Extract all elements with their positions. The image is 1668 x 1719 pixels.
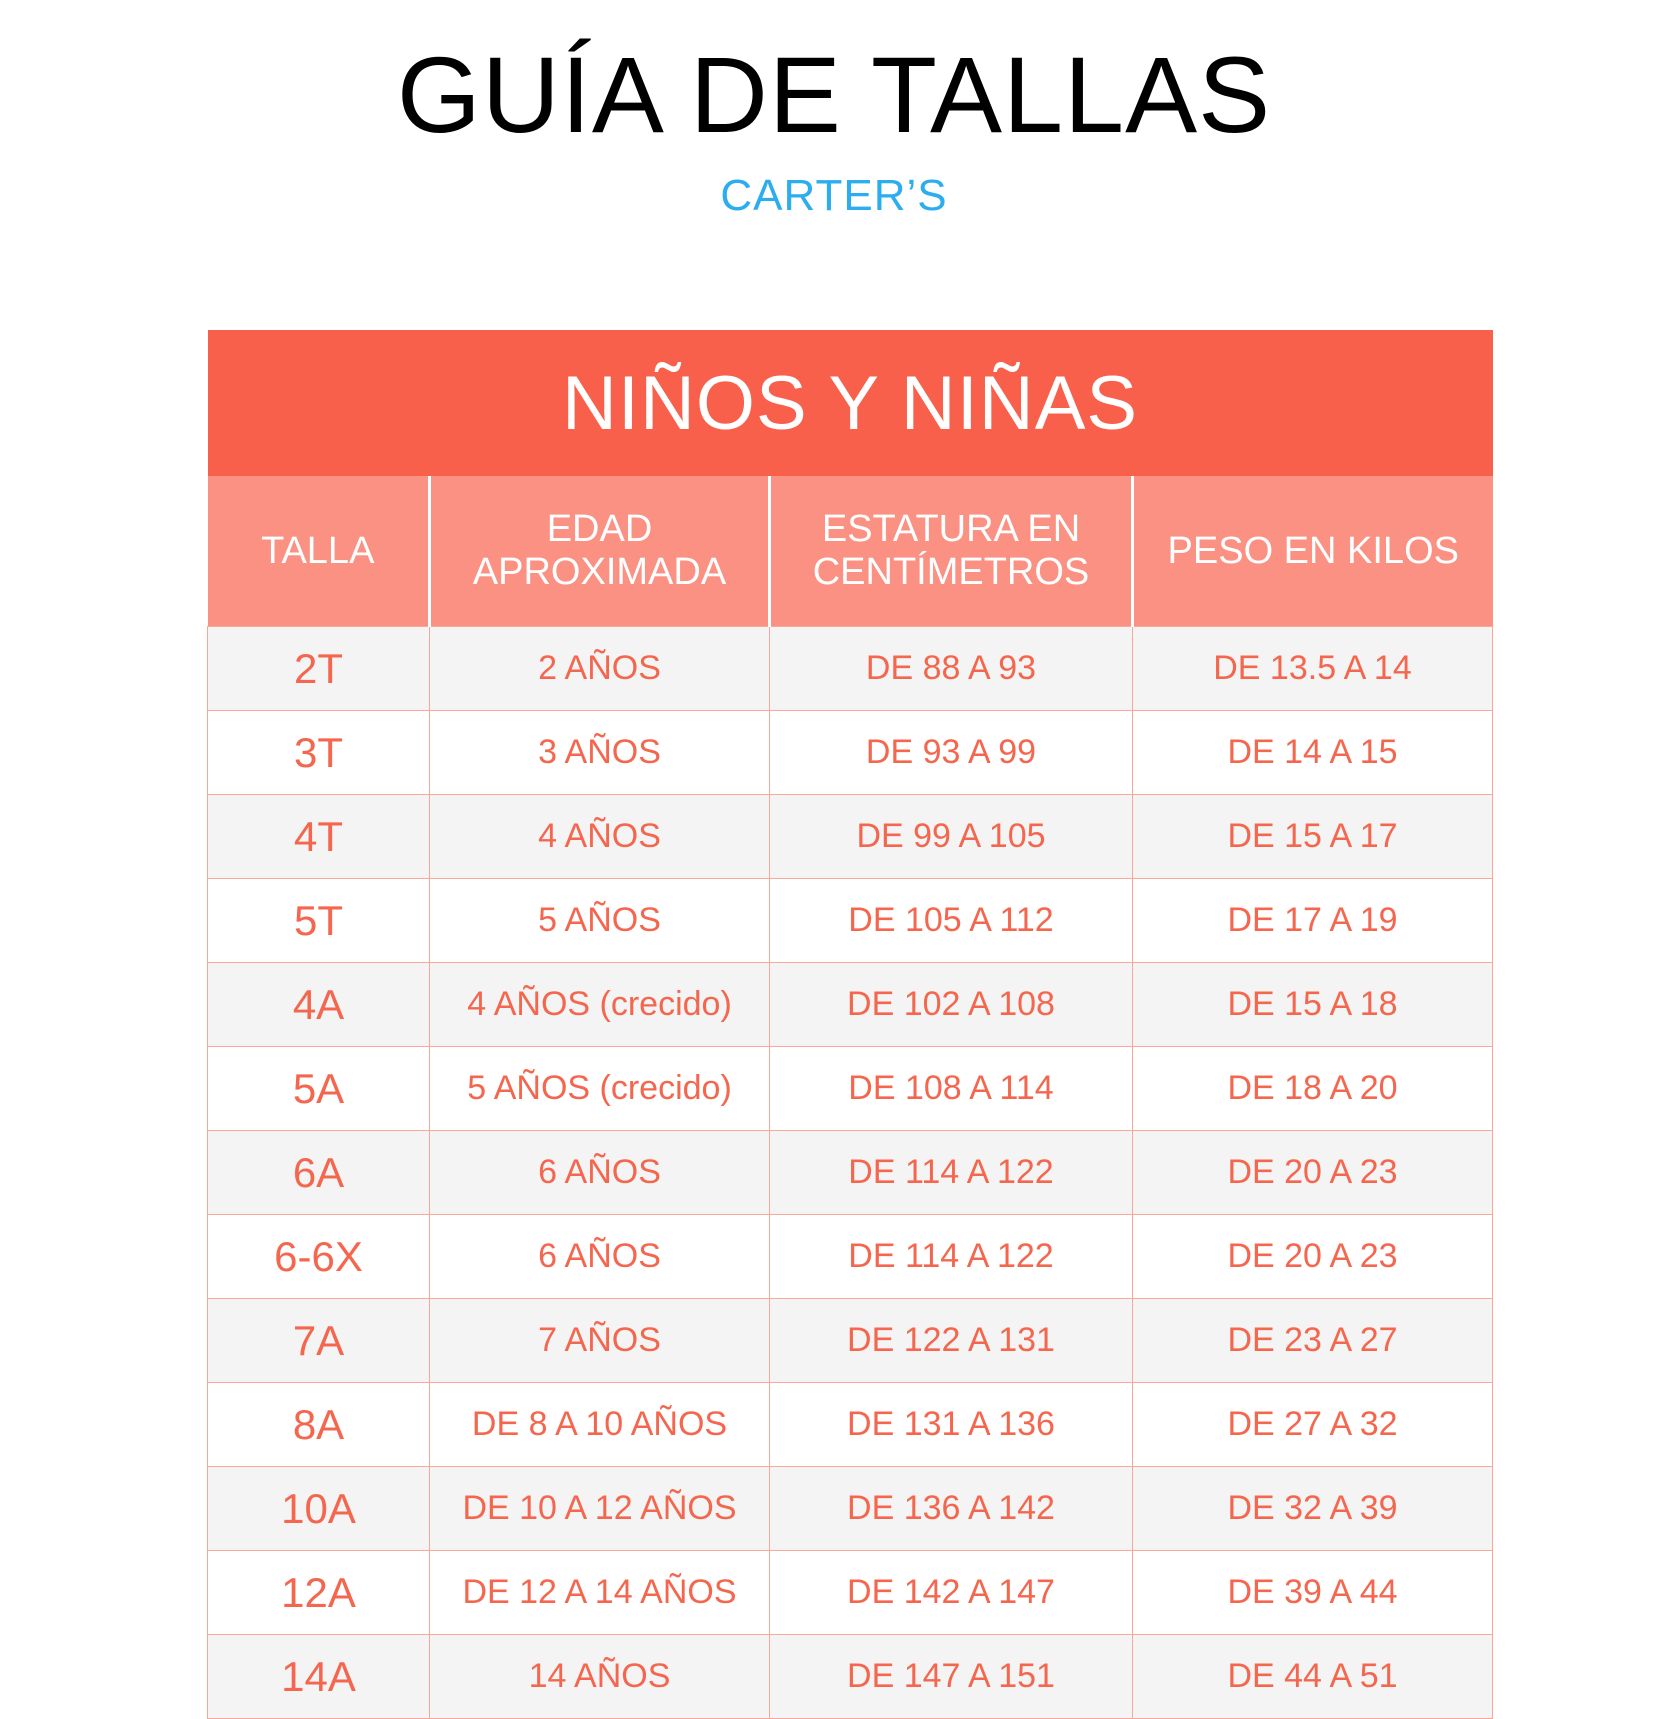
column-header-peso: PESO EN KILOS bbox=[1133, 476, 1493, 627]
column-header-edad: EDAD APROXIMADA bbox=[430, 476, 770, 627]
cell-estatura: DE 131 A 136 bbox=[770, 1383, 1133, 1467]
cell-edad: 4 AÑOS (crecido) bbox=[430, 963, 770, 1047]
cell-talla: 12A bbox=[208, 1551, 430, 1635]
cell-talla: 14A bbox=[208, 1635, 430, 1719]
cell-edad: DE 8 A 10 AÑOS bbox=[430, 1383, 770, 1467]
cell-estatura: DE 105 A 112 bbox=[770, 879, 1133, 963]
cell-talla: 5T bbox=[208, 879, 430, 963]
size-table bbox=[207, 330, 1493, 1719]
size-table-body bbox=[208, 627, 1493, 1719]
page-title: GUÍA DE TALLAS bbox=[396, 34, 1272, 155]
cell-peso: DE 17 A 19 bbox=[1133, 879, 1493, 963]
table-row bbox=[208, 1551, 1493, 1635]
cell-edad: DE 12 A 14 AÑOS bbox=[430, 1551, 770, 1635]
cell-estatura: DE 114 A 122 bbox=[770, 1131, 1133, 1215]
cell-talla: 8A bbox=[208, 1383, 430, 1467]
table-row bbox=[208, 1383, 1493, 1467]
cell-estatura: DE 114 A 122 bbox=[770, 1215, 1133, 1299]
table-row bbox=[208, 1467, 1493, 1551]
brand-name: CARTER’S bbox=[720, 171, 948, 221]
cell-peso: DE 27 A 32 bbox=[1133, 1383, 1493, 1467]
table-row bbox=[208, 1299, 1493, 1383]
cell-talla: 3T bbox=[208, 711, 430, 795]
cell-estatura: DE 93 A 99 bbox=[770, 711, 1133, 795]
cell-estatura: DE 99 A 105 bbox=[770, 795, 1133, 879]
table-row bbox=[208, 627, 1493, 711]
cell-talla: 6A bbox=[208, 1131, 430, 1215]
cell-peso: DE 23 A 27 bbox=[1133, 1299, 1493, 1383]
cell-edad: 6 AÑOS bbox=[430, 1131, 770, 1215]
cell-peso: DE 20 A 23 bbox=[1133, 1215, 1493, 1299]
size-table-container bbox=[207, 330, 1492, 1719]
table-banner-row bbox=[208, 330, 1493, 476]
table-banner: NIÑOS Y NIÑAS bbox=[208, 330, 1493, 476]
cell-talla: 2T bbox=[208, 627, 430, 711]
cell-edad: 3 AÑOS bbox=[430, 711, 770, 795]
column-header-estatura: ESTATURA EN CENTÍMETROS bbox=[770, 476, 1133, 627]
cell-edad: 5 AÑOS bbox=[430, 879, 770, 963]
table-row bbox=[208, 795, 1493, 879]
cell-talla: 7A bbox=[208, 1299, 430, 1383]
cell-edad: 6 AÑOS bbox=[430, 1215, 770, 1299]
table-row bbox=[208, 1635, 1493, 1719]
cell-estatura: DE 122 A 131 bbox=[770, 1299, 1133, 1383]
table-row bbox=[208, 879, 1493, 963]
size-guide-page bbox=[0, 34, 1668, 1706]
cell-estatura: DE 102 A 108 bbox=[770, 963, 1133, 1047]
cell-estatura: DE 142 A 147 bbox=[770, 1551, 1133, 1635]
cell-estatura: DE 108 A 114 bbox=[770, 1047, 1133, 1131]
cell-edad: 2 AÑOS bbox=[430, 627, 770, 711]
cell-edad: DE 10 A 12 AÑOS bbox=[430, 1467, 770, 1551]
cell-peso: DE 32 A 39 bbox=[1133, 1467, 1493, 1551]
cell-talla: 6-6X bbox=[208, 1215, 430, 1299]
cell-edad: 14 AÑOS bbox=[430, 1635, 770, 1719]
cell-edad: 4 AÑOS bbox=[430, 795, 770, 879]
cell-peso: DE 15 A 17 bbox=[1133, 795, 1493, 879]
cell-peso: DE 18 A 20 bbox=[1133, 1047, 1493, 1131]
table-row bbox=[208, 711, 1493, 795]
cell-peso: DE 44 A 51 bbox=[1133, 1635, 1493, 1719]
cell-peso: DE 20 A 23 bbox=[1133, 1131, 1493, 1215]
cell-talla: 5A bbox=[208, 1047, 430, 1131]
cell-talla: 10A bbox=[208, 1467, 430, 1551]
table-header-row bbox=[208, 476, 1493, 627]
column-header-talla: TALLA bbox=[208, 476, 430, 627]
cell-estatura: DE 136 A 142 bbox=[770, 1467, 1133, 1551]
cell-talla: 4A bbox=[208, 963, 430, 1047]
cell-peso: DE 15 A 18 bbox=[1133, 963, 1493, 1047]
cell-estatura: DE 147 A 151 bbox=[770, 1635, 1133, 1719]
cell-edad: 5 AÑOS (crecido) bbox=[430, 1047, 770, 1131]
cell-estatura: DE 88 A 93 bbox=[770, 627, 1133, 711]
table-row bbox=[208, 1047, 1493, 1131]
cell-peso: DE 39 A 44 bbox=[1133, 1551, 1493, 1635]
table-row bbox=[208, 963, 1493, 1047]
table-row bbox=[208, 1215, 1493, 1299]
table-row bbox=[208, 1131, 1493, 1215]
cell-peso: DE 13.5 A 14 bbox=[1133, 627, 1493, 711]
cell-talla: 4T bbox=[208, 795, 430, 879]
cell-edad: 7 AÑOS bbox=[430, 1299, 770, 1383]
cell-peso: DE 14 A 15 bbox=[1133, 711, 1493, 795]
